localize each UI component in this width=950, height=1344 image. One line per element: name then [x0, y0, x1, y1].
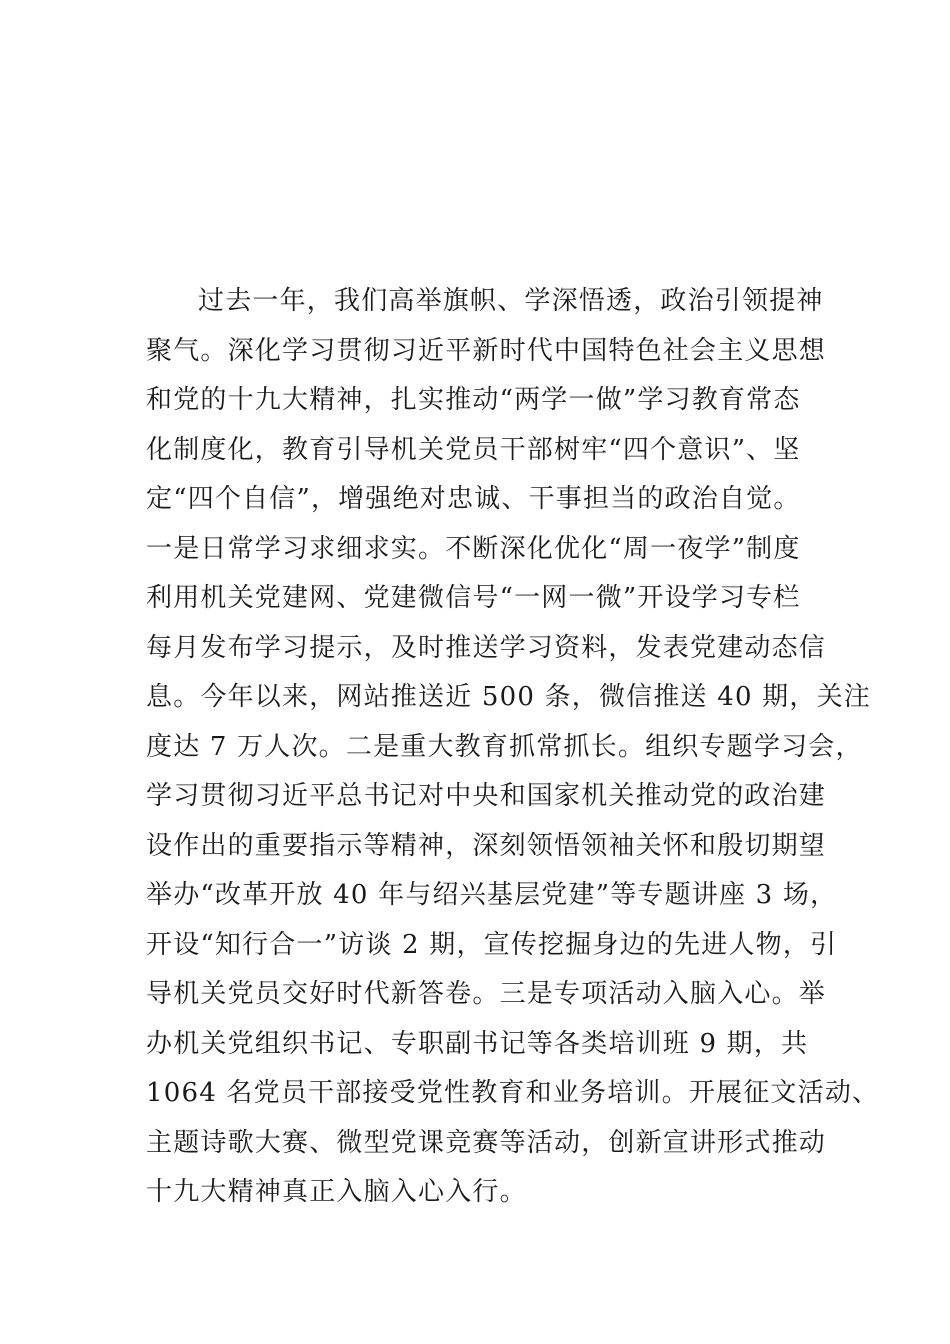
text-line: 十九大精神真正入脑入心入行。: [146, 1177, 527, 1207]
text-line: 办机关党组织书记、专职副书记等各类培训班 9 期，共: [146, 1028, 809, 1059]
text-line: 过去一年，我们高举旗帜、学深悟透，政治引领提神: [198, 286, 824, 316]
text-line: 利用机关党建网、党建微信号“一网一微”开设学习专栏: [146, 583, 801, 613]
text-line: 导机关党员交好时代新答卷。三是专项活动入脑入心。举: [146, 979, 827, 1009]
text-line: 设作出的重要指示等精神，深刻领悟领袖关怀和殷切期望: [146, 830, 827, 861]
text-line: 学习贯彻习近平总书记对中央和国家机关推动党的政治建: [146, 781, 827, 811]
text-line: 息。今年以来，网站推送近 500 条，微信推送 40 期，关注: [146, 682, 871, 712]
text-line: 1064 名党员干部接受党性教育和业务培训。开展征文活动、: [146, 1078, 880, 1108]
text-line: 聚气。深化学习贯彻习近平新时代中国特色社会主义思想: [146, 335, 827, 366]
text-line: 和党的十九大精神，扎实推动“两学一做”学习教育常态: [146, 385, 801, 415]
text-line: 主题诗歌大赛、微型党课竞赛等活动，创新宣讲形式推动: [146, 1127, 827, 1158]
text-line: 举办“改革开放 40 年与绍兴基层党建”等专题讲座 3 场，: [146, 880, 838, 910]
text-line: 每月发布学习提示，及时推送学习资料，发表党建动态信: [146, 632, 827, 663]
body-paragraph: [146, 277, 880, 1218]
text-line: 开设“知行合一”访谈 2 期，宣传挖掘身边的先进人物，引: [146, 929, 838, 960]
text-line: 化制度化，教育引导机关党员干部树牢“四个意识”、坚: [146, 434, 801, 465]
text-line: 一是日常学习求细求实。不断深化优化“周一夜学”制度: [146, 533, 801, 564]
text-line: 定“四个自信”，增强绝对忠诚、干事担当的政治自觉。: [146, 484, 801, 514]
text-line: 度达 7 万人次。二是重大教育抓常抓长。组织专题学习会，: [146, 731, 863, 762]
